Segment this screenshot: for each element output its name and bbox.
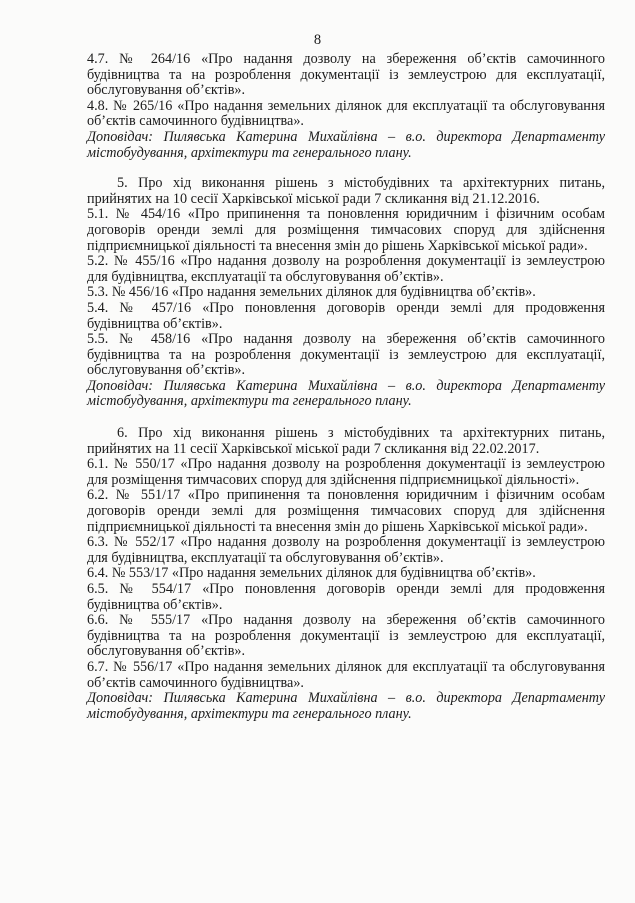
page-number: 8	[313, 32, 322, 48]
agenda-item: 4.8. № 265/16 «Про надання земельних ділянок для експлуатації та обслуговування об’єктів самочинного будівництва».	[87, 97, 605, 130]
speaker-note: Доповідач: Пилявська Катерина Михайлівна – в.о. директора Департаменту містобудування, архітектури та генерального плану.	[87, 690, 605, 722]
agenda-item: 6.2. № 551/17 «Про припинення та поновлення юридичним і фізичним особам договорів оренди землі для розміщення тимчасових споруд для здійснення підприємницької діяльності та внесення змін до рішень Харківської міської ради».	[87, 487, 605, 535]
agenda-item: 6.4. № 553/17 «Про надання земельних ділянок для будівництва об’єктів».	[87, 565, 536, 582]
agenda-item: 6.5. № 554/17 «Про поновлення договорів оренди землі для продовження будівництва об’єктів».	[87, 581, 605, 613]
agenda-item: 5.4. № 457/16 «Про поновлення договорів оренди землі для продовження будівництва об’єктів».	[87, 299, 605, 332]
section-heading: 6. Про хід виконання рішень з містобудівних та архітектурних питань, прийнятих на 11 сесії Харківської міської ради 7 скликання від 22.02.2017.	[87, 425, 605, 457]
agenda-item: 5.2. № 455/16 «Про надання дозволу на розроблення документації із землеустрою для будівництва, експлуатації та обслуговування об’єктів».	[87, 253, 605, 285]
agenda-item: 5.5. № 458/16 «Про надання дозволу на збереження об’єктів самочинного будівництва та на розроблення документації із землеустрою для експлуатації, обслуговування об’єктів».	[87, 331, 605, 379]
agenda-item: 6.3. № 552/17 «Про надання дозволу на розроблення документації із землеустрою для будівництва, експлуатації та обслуговування об’єктів».	[87, 534, 605, 566]
agenda-item: 6.1. № 550/17 «Про надання дозволу на розроблення документації із землеустрою для розміщення тимчасових споруд для здійснення підприємницької діяльності».	[87, 456, 605, 488]
agenda-item: 6.7. № 556/17 «Про надання земельних ділянок для експлуатації та обслуговування об’єктів самочинного будівництва».	[87, 658, 605, 691]
agenda-item: 6.6. № 555/17 «Про надання дозволу на збереження об’єктів самочинного будівництва та на розроблення документації із землеустрою для експлуатації, обслуговування об’єктів».	[87, 612, 605, 660]
document-body	[87, 52, 605, 722]
speaker-note: Доповідач: Пилявська Катерина Михайлівна – в.о. директора Департаменту містобудування, архітектури та генерального плану.	[87, 128, 605, 161]
agenda-item: 5.1. № 454/16 «Про припинення та поновлення юридичним і фізичним особам договорів оренди землі для розміщення тимчасових споруд для здійснення підприємницької діяльності та внесення змін до рішень Харківської міської ради».	[87, 206, 605, 254]
agenda-item: 5.3. № 456/16 «Про надання земельних ділянок для будівництва об’єктів».	[87, 284, 536, 301]
agenda-item: 4.7. № 264/16 «Про надання дозволу на збереження об’єктів самочинного будівництва та на розроблення документації із землеустрою для експлуатації, обслуговування об’єктів».	[87, 51, 605, 99]
speaker-note: Доповідач: Пилявська Катерина Михайлівна – в.о. директора Департаменту містобудування, архітектури та генерального плану.	[87, 377, 605, 410]
section-heading: 5. Про хід виконання рішень з містобудівних та архітектурних питань, прийнятих на 10 сесії Харківської міської ради 7 скликання від 21.12.2016.	[87, 175, 605, 207]
